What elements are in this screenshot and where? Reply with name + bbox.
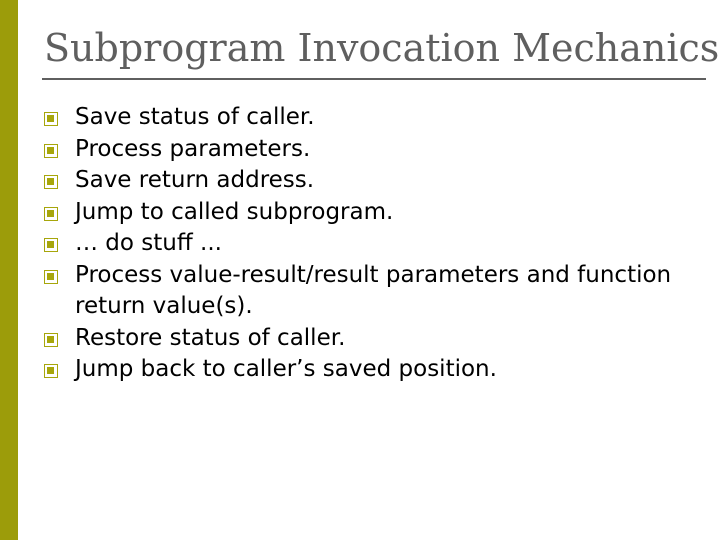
bullet-text: Restore status of caller.	[75, 324, 346, 351]
square-bullet-icon	[44, 364, 58, 378]
square-bullet-icon	[44, 144, 58, 158]
bullet-list	[44, 102, 704, 386]
bullet-text: Save return address.	[75, 167, 315, 193]
square-bullet-icon	[44, 207, 58, 221]
list-item	[44, 354, 704, 386]
list-item	[44, 260, 704, 323]
square-bullet-icon	[44, 333, 58, 347]
square-bullet-icon	[44, 175, 58, 189]
slide-title: Subprogram Invocation Mechanics	[44, 26, 720, 70]
bullet-text: Process value-result/result parameters and function return value(s).	[75, 261, 672, 319]
bullet-text: Process parameters.	[75, 135, 311, 162]
list-item	[44, 102, 704, 134]
list-item	[44, 228, 704, 260]
bullet-text: Jump back to caller’s saved position.	[75, 356, 497, 382]
bullet-text: … do stuff ...	[75, 230, 222, 256]
slide-accent-bar	[0, 0, 18, 540]
list-item	[44, 134, 704, 166]
list-item	[44, 323, 704, 355]
bullet-text: Save status of caller.	[75, 104, 315, 130]
square-bullet-icon	[44, 270, 58, 284]
bullet-text: Jump to called subprogram.	[75, 198, 394, 225]
title-underline	[42, 78, 706, 80]
list-item	[44, 165, 704, 197]
square-bullet-icon	[44, 238, 58, 252]
list-item	[44, 197, 704, 229]
square-bullet-icon	[44, 112, 58, 126]
